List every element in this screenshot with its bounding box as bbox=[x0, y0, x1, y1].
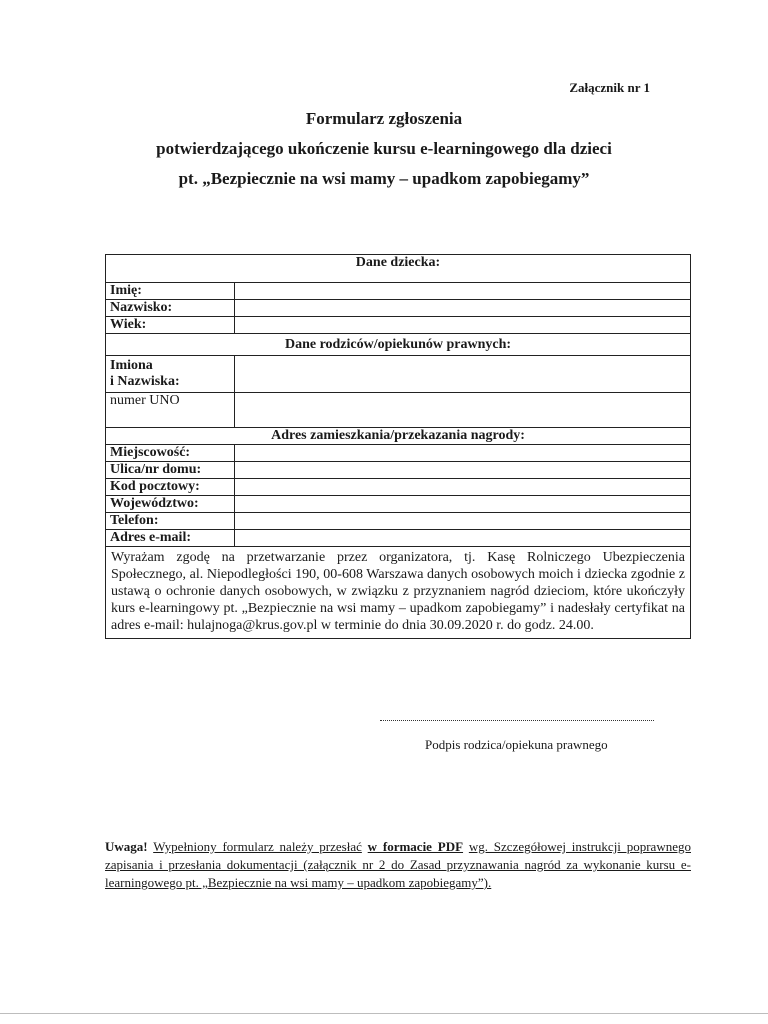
phone-label: Telefon: bbox=[106, 513, 235, 530]
age-field[interactable] bbox=[235, 317, 691, 334]
annex-label: Załącznik nr 1 bbox=[569, 80, 650, 95]
phone-field[interactable] bbox=[235, 513, 691, 530]
age-label: Wiek: bbox=[106, 317, 235, 334]
parent-names-label-line2: i Nazwiska: bbox=[110, 374, 180, 389]
surname-label: Nazwisko: bbox=[106, 300, 235, 317]
postal-code-field[interactable] bbox=[235, 479, 691, 496]
title-line-1: Formularz zgłoszenia bbox=[305, 109, 463, 128]
parent-names-label bbox=[106, 356, 235, 393]
parent-names-field[interactable] bbox=[235, 356, 691, 393]
signature-dotted-line bbox=[380, 712, 654, 721]
city-field[interactable] bbox=[235, 445, 691, 462]
note-warning: Uwaga! bbox=[105, 839, 148, 854]
section-child-data: Dane dziecka: bbox=[106, 255, 691, 283]
postal-code-label: Kod pocztowy: bbox=[106, 479, 235, 496]
form-title bbox=[0, 104, 768, 194]
note-part-1: Wypełniony formularz należy przesłać bbox=[153, 839, 362, 854]
note-format: w formacie PDF bbox=[367, 839, 464, 854]
street-label: Ulica/nr domu: bbox=[106, 462, 235, 479]
uno-number-label: numer UNO bbox=[106, 393, 235, 428]
section-address: Adres zamieszkania/przekazania nagrody: bbox=[106, 428, 691, 445]
parent-names-label-line1: Imiona bbox=[110, 358, 153, 373]
section-parents-data: Dane rodziców/opiekunów prawnych: bbox=[106, 334, 691, 356]
title-line-3: pt. „Bezpiecznie na wsi mamy – upadkom zapobiegamy” bbox=[178, 169, 590, 188]
first-name-field[interactable] bbox=[235, 283, 691, 300]
email-label: Adres e-mail: bbox=[106, 530, 235, 547]
note-part-2: wg. Szczegółowej instrukcji poprawnego zapisania i przesłania dokumentacji (załącznik nr 2 do Zasad przyznawania nagród za wykonanie kursu e-learningowego pt. „Bezpiecznie na wsi mamy – upadkom zapobiegamy”). bbox=[105, 839, 691, 890]
email-field[interactable] bbox=[235, 530, 691, 547]
street-field[interactable] bbox=[235, 462, 691, 479]
signature-label: Podpis rodzica/opiekuna prawnego bbox=[425, 737, 608, 752]
city-label: Miejscowość: bbox=[106, 445, 235, 462]
title-line-2: potwierdzającego ukończenie kursu e-learningowego dla dzieci bbox=[156, 139, 612, 158]
scan-edge-line bbox=[0, 1013, 768, 1014]
application-form-table bbox=[105, 254, 691, 639]
uno-number-field[interactable] bbox=[235, 393, 691, 428]
consent-text: Wyrażam zgodę na przetwarzanie przez organizatora, tj. Kasę Rolniczego Ubezpieczenia Społecznego, al. Niepodległości 190, 00-608 Warszawa danych osobowych moich i dziecka zgodnie z ustawą o ochronie danych osobowych, w związku z przyznaniem nagród dzieciom, które ukończyły kurs e-learningowy pt. „Bezpiecznie na wsi mamy – upadkom zapobiegamy” i nadesłały certyfikat na adres e-mail: hulajnoga@krus.gov.pl w terminie do dnia 30.09.2020 r. do godz. 24.00. bbox=[106, 547, 691, 639]
surname-field[interactable] bbox=[235, 300, 691, 317]
first-name-label: Imię: bbox=[106, 283, 235, 300]
voivodeship-label: Województwo: bbox=[106, 496, 235, 513]
note-paragraph bbox=[105, 838, 691, 892]
voivodeship-field[interactable] bbox=[235, 496, 691, 513]
